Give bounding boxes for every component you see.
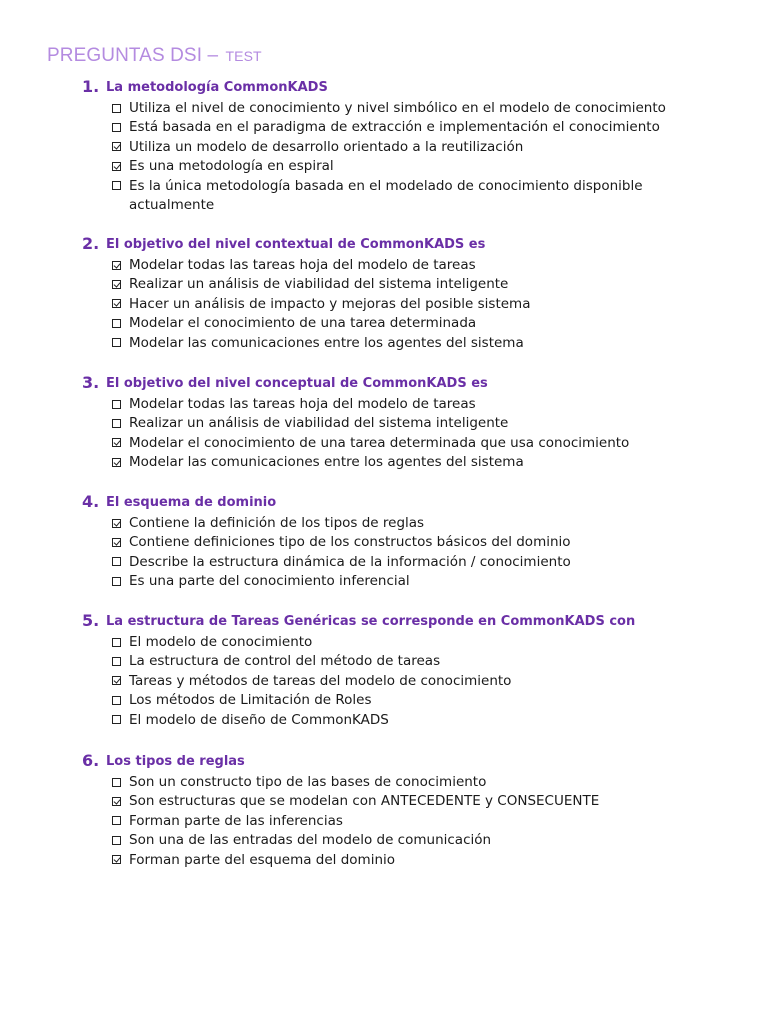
answer-option (0, 275, 689, 294)
question-heading (0, 373, 768, 395)
answer-option (0, 99, 689, 118)
option-list (0, 99, 768, 215)
answer-option (0, 118, 689, 137)
question-number: 6. (82, 751, 100, 770)
answer-option (0, 533, 689, 552)
option-text: Contiene la definición de los tipos de reglas (129, 515, 425, 531)
answer-option (0, 711, 689, 730)
option-text: La estructura de control del método de tareas (129, 653, 441, 670)
option-text: Modelar todas las tareas hoja del modelo de tareas (129, 396, 476, 412)
answer-option (0, 453, 689, 472)
answer-option (0, 553, 689, 572)
checked-checkbox[interactable] (112, 162, 121, 171)
question-heading (0, 751, 768, 773)
checked-checkbox[interactable] (112, 519, 121, 528)
unchecked-checkbox[interactable] (112, 557, 121, 566)
question-text: El objetivo del nivel conceptual de CommonKADS es (106, 376, 488, 391)
question-number: 2. (82, 234, 100, 253)
option-text: Forman parte del esquema del dominio (129, 851, 396, 868)
answer-option (0, 773, 689, 792)
answer-option (0, 831, 689, 850)
option-text: Modelar el conocimiento de una tarea determinada (129, 315, 477, 332)
unchecked-checkbox[interactable] (112, 104, 121, 113)
checked-checkbox[interactable] (112, 299, 121, 308)
unchecked-checkbox[interactable] (112, 715, 121, 724)
answer-option (0, 672, 689, 691)
option-text: Hacer un análisis de impacto y mejoras del posible sistema (129, 295, 531, 312)
question-text: Los tipos de reglas (106, 754, 245, 769)
option-text: Modelar las comunicaciones entre los agentes del sistema (129, 454, 524, 471)
option-text: Es una metodología en espiral (129, 158, 334, 175)
title-suffix: TEST (225, 48, 262, 64)
option-text: El modelo de conocimiento (129, 634, 313, 650)
answer-option (0, 256, 689, 275)
answer-option (0, 314, 689, 333)
question-text: El objetivo del nivel contextual de CommonKADS es (106, 237, 486, 252)
question-number: 4. (82, 492, 100, 511)
option-text: Es una parte del conocimiento inferencial (129, 573, 410, 590)
answer-option (0, 414, 689, 433)
option-list (0, 633, 768, 730)
option-text: Modelar el conocimiento de una tarea determinada que usa conocimiento (129, 434, 630, 451)
answer-option (0, 434, 689, 453)
question-text: La estructura de Tareas Genéricas se corresponde en CommonKADS con (106, 614, 636, 629)
question-number: 5. (82, 611, 100, 630)
checked-checkbox[interactable] (112, 676, 121, 685)
option-list (0, 514, 768, 592)
checked-checkbox[interactable] (112, 438, 121, 447)
option-text: Es la única metodología basada en el modelado de conocimiento disponible actualmente (129, 177, 643, 214)
option-text: Son una de las entradas del modelo de comunicación (129, 832, 492, 849)
checked-checkbox[interactable] (112, 797, 121, 806)
option-list (0, 773, 768, 870)
question-heading (0, 611, 768, 633)
option-list (0, 256, 768, 353)
question-6 (0, 751, 768, 870)
question-2 (0, 234, 768, 353)
title-main: PREGUNTAS DSI – (47, 45, 219, 66)
question-3 (0, 373, 768, 473)
checked-checkbox[interactable] (112, 280, 121, 289)
answer-option (0, 514, 689, 533)
answer-option (0, 652, 689, 671)
question-heading (0, 234, 768, 256)
question-heading (0, 492, 768, 514)
option-text: Realizar un análisis de viabilidad del sistema inteligente (129, 415, 509, 432)
question-4 (0, 492, 768, 592)
option-text: Los métodos de Limitación de Roles (129, 692, 372, 709)
answer-option (0, 633, 689, 652)
option-text: Contiene definiciones tipo de los constructos básicos del dominio (129, 534, 571, 551)
unchecked-checkbox[interactable] (112, 577, 121, 586)
question-text: La metodología CommonKADS (106, 80, 328, 95)
answer-option (0, 792, 689, 811)
question-5 (0, 611, 768, 730)
answer-option (0, 334, 689, 353)
option-text: Modelar todas las tareas hoja del modelo de tareas (129, 257, 476, 273)
answer-option (0, 157, 689, 176)
answer-option (0, 177, 689, 216)
unchecked-checkbox[interactable] (112, 836, 121, 845)
answer-option (0, 138, 689, 157)
unchecked-checkbox[interactable] (112, 123, 121, 132)
option-list (0, 395, 768, 473)
option-text: Son estructuras que se modelan con ANTECEDENTE y CONSECUENTE (129, 793, 600, 810)
unchecked-checkbox[interactable] (112, 657, 121, 666)
option-text: Está basada en el paradigma de extracción e implementación el conocimiento (129, 119, 660, 136)
option-text: Tareas y métodos de tareas del modelo de conocimiento (129, 672, 512, 689)
answer-option (0, 572, 689, 591)
answer-option (0, 851, 689, 870)
question-number: 3. (82, 373, 100, 392)
checked-checkbox[interactable] (112, 261, 121, 270)
unchecked-checkbox[interactable] (112, 419, 121, 428)
unchecked-checkbox[interactable] (112, 778, 121, 787)
checked-checkbox[interactable] (112, 142, 121, 151)
question-text: El esquema de dominio (106, 495, 277, 510)
answer-option (0, 295, 689, 314)
option-text: Realizar un análisis de viabilidad del sistema inteligente (129, 276, 509, 293)
question-heading (0, 77, 768, 99)
checked-checkbox[interactable] (112, 458, 121, 467)
option-text: Forman parte de las inferencias (129, 812, 343, 829)
checked-checkbox[interactable] (112, 855, 121, 864)
option-text: Utiliza el nivel de conocimiento y nivel simbólico en el modelo de conocimiento (129, 100, 666, 116)
unchecked-checkbox[interactable] (112, 338, 121, 347)
unchecked-checkbox[interactable] (112, 638, 121, 647)
answer-option (0, 395, 689, 414)
question-1 (0, 77, 768, 215)
unchecked-checkbox[interactable] (112, 181, 121, 190)
unchecked-checkbox[interactable] (112, 400, 121, 409)
option-text: Son un constructo tipo de las bases de conocimiento (129, 774, 487, 790)
question-number: 1. (82, 77, 100, 96)
answer-option (0, 812, 689, 831)
option-text: Utiliza un modelo de desarrollo orientado a la reutilización (129, 138, 524, 155)
checked-checkbox[interactable] (112, 538, 121, 547)
answer-option (0, 691, 689, 710)
unchecked-checkbox[interactable] (112, 319, 121, 328)
page-title (47, 45, 262, 67)
unchecked-checkbox[interactable] (112, 696, 121, 705)
option-text: Modelar las comunicaciones entre los agentes del sistema (129, 334, 524, 351)
unchecked-checkbox[interactable] (112, 816, 121, 825)
option-text: Describe la estructura dinámica de la información / conocimiento (129, 553, 571, 570)
option-text: El modelo de diseño de CommonKADS (129, 711, 389, 728)
